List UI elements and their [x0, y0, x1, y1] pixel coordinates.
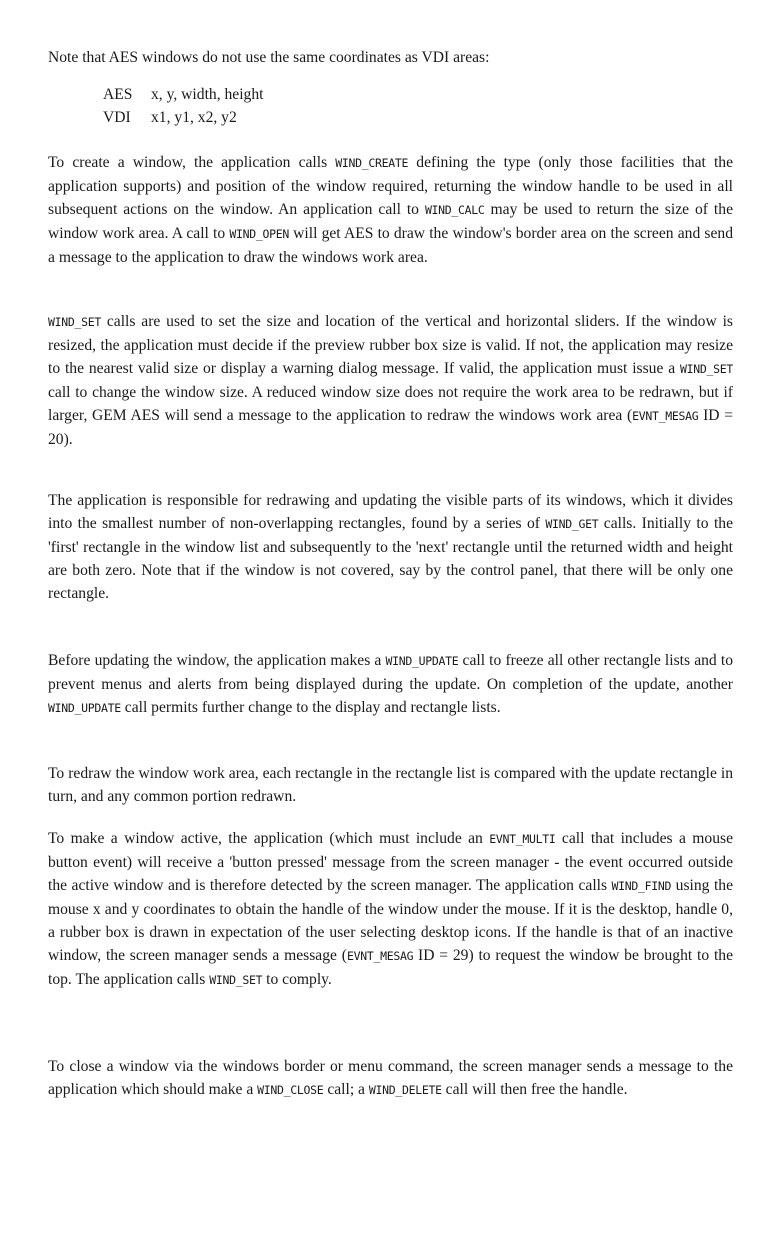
text: call to freeze all other rectangle lists and to prevent menus and alerts from being displayed during the update. On completion of the update, another: [48, 652, 733, 693]
coords-label-aes: AES: [103, 86, 133, 103]
text: may be used to return the size of the window work area. A call to: [48, 201, 733, 242]
code-wind-set: WIND_SET: [48, 315, 101, 329]
coords-row-aes: [103, 83, 263, 106]
text: using the mouse x and y coordinates to obtain the handle of the window under the mouse. If it is the desktop, handle 0, a rubber box is drawn in expectation of the user selecting desktop icons. If the handle is that of an inactive window, the screen manager sends a message (: [48, 877, 733, 964]
code-wind-calc: WIND_CALC: [424, 203, 485, 217]
paragraph-create-window: [48, 151, 733, 269]
paragraph-close-window: [48, 1055, 733, 1102]
code-wind-close: WIND_CLOSE: [257, 1083, 324, 1097]
intro-text: Note that AES windows do not use the same coordinates as VDI areas:: [48, 49, 490, 66]
coords-value-vdi: x1, y1, x2, y2: [151, 109, 237, 126]
code-evnt-multi: EVNT_MULTI: [489, 832, 556, 846]
code-wind-set: WIND_SET: [680, 362, 733, 376]
text: To redraw the window work area, each rectangle in the rectangle list is compared with the update rectangle in turn, and any common portion redrawn.: [48, 765, 733, 805]
text: to comply.: [262, 971, 332, 988]
intro-paragraph: [48, 46, 733, 69]
text: To make a window active, the application (which must include an: [48, 830, 490, 847]
text: calls. Initially to the 'first' rectangle in the window list and subsequently to the 'next' rectangle until the returned width and height are both zero. Note that if the window is not covered, say by the control panel, that there will be only one rectangle.: [48, 515, 733, 602]
paragraph-wind-set: [48, 310, 733, 451]
coords-row-vdi: [103, 106, 237, 129]
code-evnt-mesag: EVNT_MESAG: [632, 409, 699, 423]
text: To create a window, the application calls: [48, 154, 336, 171]
code-wind-delete: WIND_DELETE: [368, 1083, 442, 1097]
text: call to change the window size. A reduced window size does not require the work area to be redrawn, but if larger, GEM AES will send a message to the application to redraw the windows work area (: [48, 384, 733, 424]
paragraph-make-active: [48, 827, 733, 992]
text: call will then free the handle.: [441, 1081, 628, 1098]
code-wind-set: WIND_SET: [209, 973, 263, 987]
code-evnt-mesag: EVNT_MESAG: [346, 949, 414, 963]
text: ID = 20).: [48, 407, 733, 448]
code-wind-find: WIND_FIND: [611, 879, 672, 893]
paragraph-wind-update: [48, 649, 733, 720]
code-wind-update: WIND_UPDATE: [385, 654, 459, 668]
text: call; a: [323, 1081, 369, 1098]
text: ID = 29) to request the window be brought to the top. The application calls: [48, 947, 734, 988]
text: calls are used to set the size and location of the vertical and horizontal sliders. If the window is resized, the application must decide if the preview rubber box size is valid. If not, the application may resize to the nearest valid size or display a warning dialog message. If valid, the application must issue a: [48, 313, 733, 377]
code-wind-get: WIND_GET: [545, 517, 599, 531]
text: call permits further change to the display and rectangle lists.: [120, 699, 501, 716]
code-wind-update: WIND_UPDATE: [48, 701, 121, 715]
text: The application is responsible for redrawing and updating the visible parts of its windows, which it divides into the smallest number of non-overlapping rectangles, found by a series of: [48, 492, 733, 532]
text: call that includes a mouse button event) will receive a 'button pressed' message from the screen manager - the event occurred outside the active window and is therefore detected by the screen manager. The application calls: [48, 830, 733, 894]
text: defining the type (only those facilities that the application supports) and position of the window required, returning the window handle to be used in all subsequent actions on the window. An application call to: [48, 154, 733, 218]
coords-label-vdi: VDI: [103, 109, 131, 126]
text: To close a window via the windows border or menu command, the screen manager sends a message to the application which should make a: [48, 1058, 733, 1098]
code-wind-open: WIND_OPEN: [229, 227, 289, 241]
coords-value-aes: x, y, width, height: [151, 86, 264, 103]
text: Before updating the window, the application makes a: [48, 652, 386, 669]
text: will get AES to draw the window's border area on the screen and send a message to the application to draw the windows work area.: [48, 225, 733, 266]
paragraph-redraw-update: [48, 489, 733, 605]
code-wind-create: WIND_CREATE: [335, 156, 409, 170]
paragraph-redraw-work-area: [48, 762, 733, 808]
